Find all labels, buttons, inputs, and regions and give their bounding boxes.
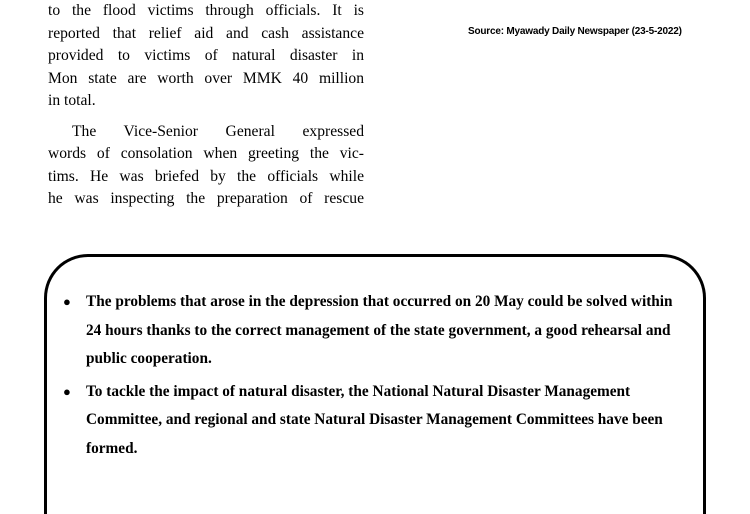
text-line: provided to victims of natural disaster in — [48, 47, 364, 64]
text-line: tims. He was briefed by the officials while — [48, 167, 364, 185]
summary-bullet-item — [62, 378, 686, 464]
source-citation: Source: Myawady Daily Newspaper (23-5-2022) — [468, 26, 682, 37]
text-line: The Vice-Senior General expressed — [72, 122, 364, 140]
bullet-icon: ● — [63, 383, 71, 399]
summary-bullet-list — [62, 288, 686, 467]
summary-bullet-text: The problems that arose in the depression that occurred on 20 May could be solved within 24 hours thanks to the correct management of the state government, a good rehearsal and public cooperation. — [86, 293, 673, 367]
bullet-icon: ● — [63, 294, 71, 309]
article-paragraph-1 — [48, 0, 364, 113]
text-line: words of consolation when greeting the vic- — [48, 145, 364, 162]
text-line: reported that relief aid and cash assistance — [48, 24, 364, 42]
article-column — [48, 0, 364, 211]
text-line: in total. — [48, 92, 96, 109]
summary-bullet-item — [62, 288, 686, 374]
text-line: he was inspecting the preparation of rescue — [48, 190, 364, 207]
text-line: Mon state are worth over MMK 40 million — [48, 69, 364, 87]
summary-bullet-text: To tackle the impact of natural disaster, the National Natural Disaster Management Committee, and regional and state Natural Disaster Management Committees have been formed. — [86, 382, 663, 457]
text-line: to the flood victims through officials. It is — [48, 2, 364, 19]
article-paragraph-2 — [48, 121, 364, 211]
